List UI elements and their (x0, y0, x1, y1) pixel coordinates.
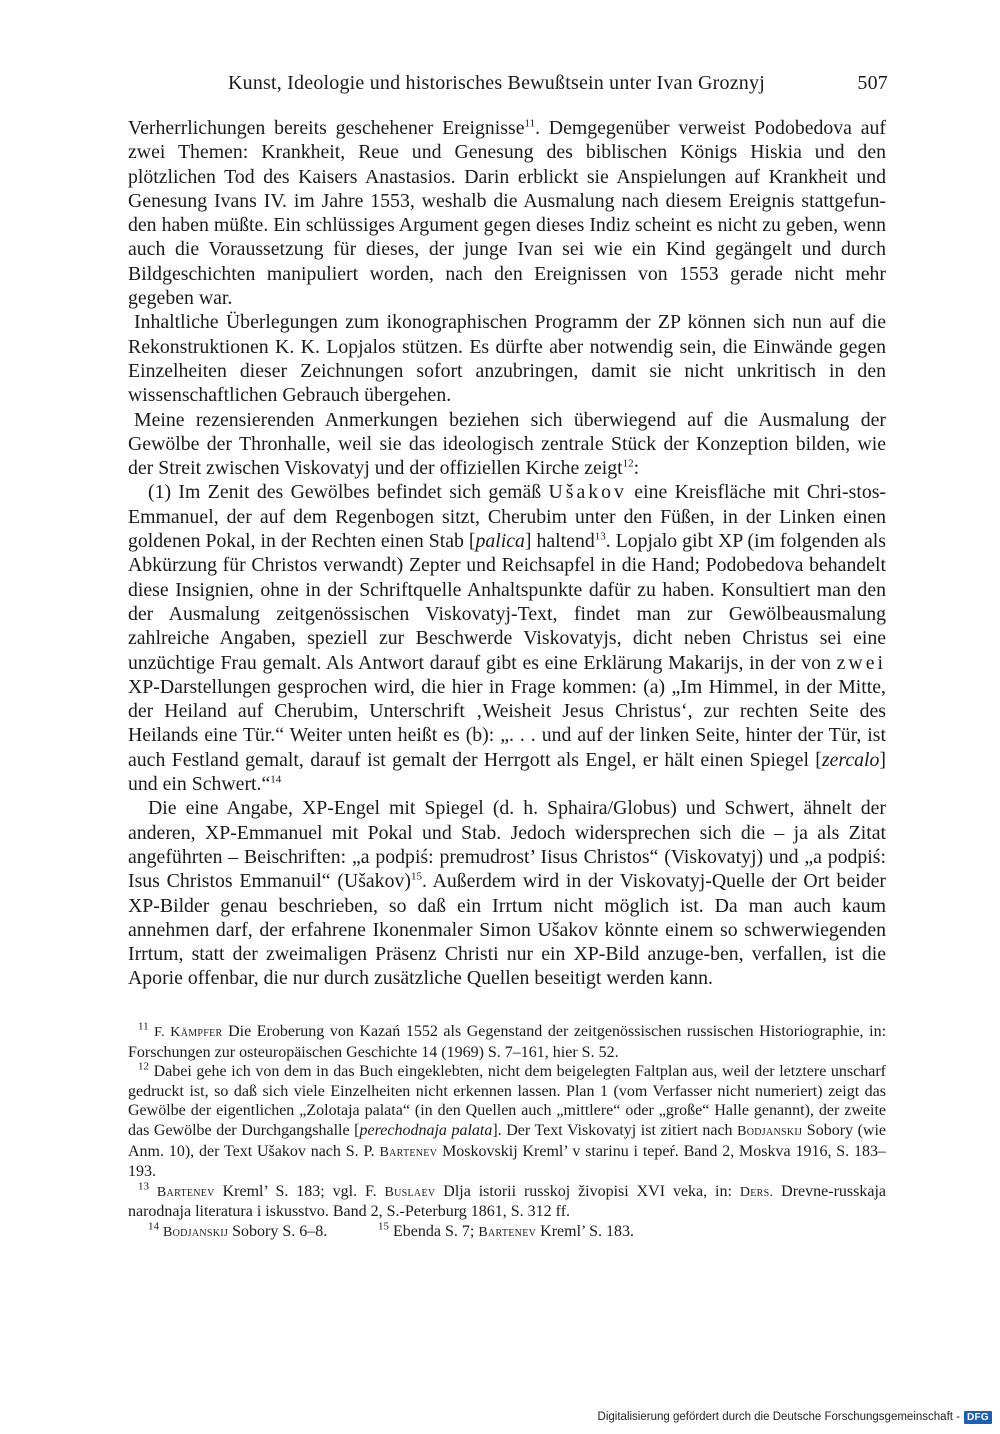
footnote-ref-13: 13 (594, 530, 606, 543)
body-text (128, 116, 886, 991)
page-header (128, 72, 888, 102)
footnote-ref-11: 11 (524, 117, 536, 130)
footnote-11: $^{11}$ F. Kämpfer Die Eroberung von Kazań 1552 als Gegenstand der zeitgenössischen russischen Historiographie, in: Forschungen zur osteuropäischen Geschichte 14 (1969) S. 7–161, hier S. 52. (128, 1020, 887, 1061)
dfg-logo-icon: DFG (964, 1411, 992, 1424)
footnote-13: $^{13}$ Bartenev Kreml’ S. 183; vgl. F. Buslaev Dlja istorii russkoj živopisi XVI veka, in: Ders. Drevne-russkaja narodnaja literatura i iskusstvo. Band 2, S.-Peterburg 1861, S. 312 ff. (128, 1180, 887, 1221)
paragraph-4: (1) Im Zenit des Gewölbes befindet sich gemäß Ušakov eine Kreisfläche mit Chri-stos-Emmanuel, der auf dem Regenbogen sitzt, Cherubim unter den Füßen, in der Linken einen goldenen Pokal, in der Rechten einen Stab [palica] haltend$^{13}$. Lopjalo gibt XP (im folgenden als Abkürzung für Christos verwandt) Zepter und Reichsapfel in die Hand; Podobedova behandelt diese Insignien, ohne in der Schriftquelle Anhaltspunkte dafür zu haben. Konsultiert man den der Ausmalung zeitgenössischen Viskovatyj-Text, findet man zur Gewölbeausmalung zahlreiche Angaben, speziell zur Beschwerde Viskovatyjs, dicht neben Christus sei eine unzüchtige Frau gemalt. Als Antwort darauf gibt es eine Erklärung Makarijs, in der von zwei XP-Darstellungen gesprochen wird, die hier in Frage kommen: (a) „Im Himmel, in der Mitte, der Heiland auf Cherubim, Unterschrift ‚Weisheit Jesus Christus‘, zur rechten Seite des Heilands eine Tür.“ Weiter unten heißt es (b): „. . . und auf der linken Seite, hinter der Tür, ist auch Festland gemalt, darauf ist gemalt der Herrgott als Engel, er hält einen Spiegel [zercalo] und ein Schwert.“$^{14}$ (128, 481, 886, 796)
footnotes (128, 1022, 886, 1243)
paragraph-2: Inhaltliche Überlegungen zum ikonographischen Programm der ZP können sich nun auf die Rekonstruktionen K. K. Lopjalos stützen. Es dürfte aber notwendig sein, die Einwände gegen Einzelheiten dieser Zeichnungen sofort anzubringen, damit sie nicht unkritisch in den wissenschaftlichen Gebrauch übergehen. (128, 311, 886, 407)
paragraph-1: Verherrlichungen bereits geschehener Ereignisse$^{11}$. Demgegenüber verweist Podobedova auf zwei Themen: Krankheit, Reue und Genesung des biblischen Königs Hiskia und den plötzlichen Tod des Kaisers Anastasios. Darin erblickt sie Anspielungen auf Krankheit und Genesung Ivans IV. im Jahre 1553, weshalb die Ausmalung nach diesem Ereignis stattgefun-den haben müßte. Ein schlüssiges Argument gegen dieses Indiz scheint es nicht zu geben, wenn auch die Voraussetzung für dieses, der junge Ivan sei wie ein Kind gegängelt und durch Bildgeschichten manipuliert worden, nach den Ereignissen von 1553 gerade nicht mehr gegeben war. (128, 117, 886, 310)
paragraph-5: Die eine Angabe, XP-Engel mit Spiegel (d. h. Sphaira/Globus) und Schwert, ähnelt der anderen, XP-Emmanuel mit Pokal und Stab. Jedoch widersprechen sich die – ja als Zitat angeführten – Beischriften: „a podpiś: premudrost’ Iisus Christos“ (Viskovatyj) und „a podpiś: Isus Christos Emmanuil“ (Ušakov)$^{15}$. Außerdem wird in der Viskovatyj-Quelle der Ort beider XP-Bilder genau beschrieben, so daß ein Irrtum nicht möglich ist. Da man auch kaum annehmen darf, der erfahrene Ikonenmaler Simon Ušakov könnte einem so schwerwiegenden Irrtum, statt der zweimaligen Präsenz Christi nur ein XP-Bild anzuge-ben, verfallen, ist die Aporie offenbar, die nur durch zusätzliche Quellen beseitigt werden kann. (128, 797, 886, 990)
footnote-ref-14: 14 (270, 773, 282, 786)
footnote-14: $^{14}$ Bodjanskij Sobory S. 6–8. (148, 1220, 328, 1240)
paragraph-3: Meine rezensierenden Anmerkungen beziehen sich überwiegend auf die Ausmalung der Gewölbe der Thronhalle, weil sie das ideologisch zentrale Stück der Konzeption bilden, wie der Streit zwischen Viskovatyj und der offiziellen Kirche zeigt$^{12}$: (128, 408, 886, 480)
dfg-banner (598, 1406, 992, 1428)
footnote-14-15 (128, 1222, 886, 1243)
page-number: 507 (857, 72, 888, 94)
running-title: Kunst, Ideologie und historisches Bewußtsein unter Ivan Groznyj (228, 72, 765, 94)
footnote-ref-12: 12 (622, 457, 634, 470)
footnote-15: $^{15}$ Ebenda S. 7; Bartenev Kreml’ S. 183. (378, 1220, 635, 1240)
footnote-ref-15: 15 (410, 870, 422, 883)
footnote-12: $^{12}$ Dabei gehe ich von dem in das Buch eingeklebten, nicht dem beigelegten Faltplan aus, weil der letztere unscharf gedruckt ist, so daß sich viele Einzelheiten nicht erkennen lassen. Plan 1 (vom Verfasser nicht numeriert) zeigt das Gewölbe der eigentlichen „Zolotaja palata“ (in den Quellen auch „mittlere“ oder „große“ Halle genannt), der zweite das Gewölbe der Durchgangshalle [perechodnaja palata]. Der Text Viskovatyj ist zitiert nach Bodjanskij Sobory (wie Anm. 10), der Text Ušakov nach S. P. Bartenev Moskovskij Kreml’ v starinu i tepeŕ. Band 2, Moskva 1916, S. 183–193. (128, 1060, 887, 1181)
dfg-banner-text: Digitalisierung gefördert durch die Deutsche Forschungsgemeinschaft - (597, 1411, 960, 1423)
